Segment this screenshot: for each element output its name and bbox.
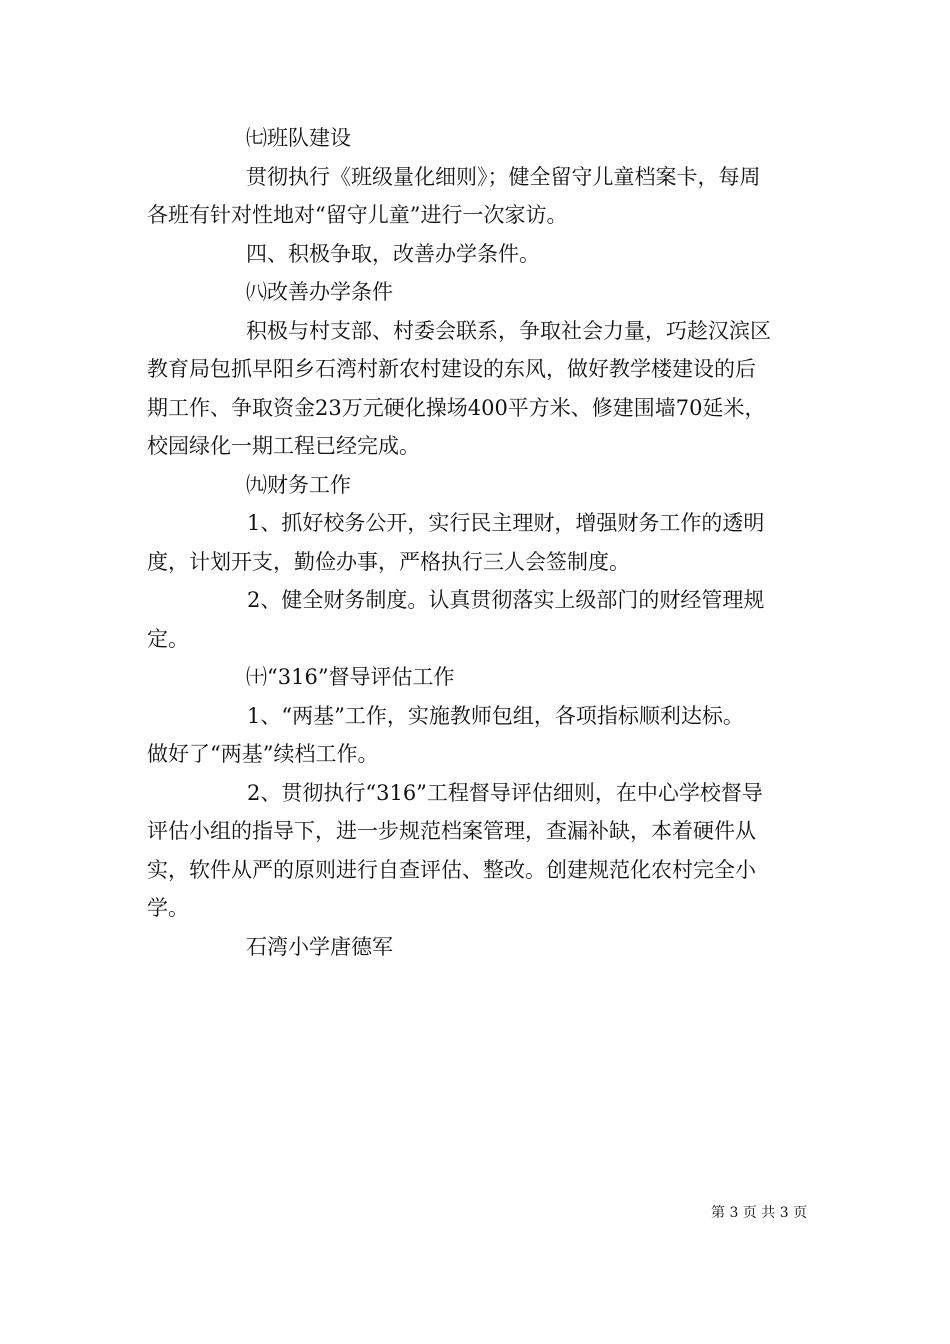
paragraph-line: 1、抓好校务公开，实行民主理财，增强财务工作的透明 <box>247 511 765 535</box>
paragraph-line: 教育局包抓早阳乡石湾村新农村建设的东风，做好教学楼建设的后 <box>147 357 756 381</box>
document-body <box>147 119 807 966</box>
heading-316-supervision: ㈩“316”督导评估工作 <box>246 665 455 689</box>
heading-class-team: ㈦班队建设 <box>246 126 351 150</box>
paragraph-line: 校园绿化一期工程已经完成。 <box>147 434 420 458</box>
paragraph-line: 期工作、争取资金23万元硬化操场400平方米、修建围墙70延米， <box>147 395 766 420</box>
paragraph-line: 定。 <box>147 626 189 651</box>
heading-finance: ㈨财务工作 <box>246 472 351 497</box>
paragraph-line: 贯彻执行《班级量化细则》；健全留守儿童档案卡，每周 <box>246 164 761 189</box>
paragraph-line: 度，计划开支，勤俭办事，严格执行三人会签制度。 <box>147 549 630 574</box>
paragraph-line: 实，软件从严的原则进行自查评估、整改。创建规范化农村完全小 <box>147 857 756 882</box>
paragraph-line: 各班有针对性地对“留守儿童”进行一次家访。 <box>147 203 568 227</box>
paragraph-line: 学。 <box>147 896 189 920</box>
paragraph-line: 积极与村支部、村委会联系，争取社会力量，巧趁汉滨区 <box>246 318 771 343</box>
paragraph-line: 2、健全财务制度。认真贯彻落实上级部门的财经管理规 <box>247 588 765 612</box>
section-heading-four: 四、积极争取，改善办学条件。 <box>246 241 540 266</box>
paragraph-line: 2、贯彻执行“316”工程督导评估细则，在中心学校督导 <box>247 780 763 805</box>
author-signature: 石湾小学唐德军 <box>246 934 393 959</box>
heading-school-conditions: ㈧改善办学条件 <box>246 280 393 304</box>
paragraph-line: 1、“两基”工作，实施教师包组，各项指标顺利达标。 <box>247 703 744 728</box>
paragraph-line: 评估小组的指导下，进一步规范档案管理，查漏补缺，本着硬件从 <box>147 819 756 843</box>
paragraph-line: 做好了“两基”续档工作。 <box>147 742 379 766</box>
page-number-footer: 第 3 页 共 3 页 <box>711 1205 808 1221</box>
